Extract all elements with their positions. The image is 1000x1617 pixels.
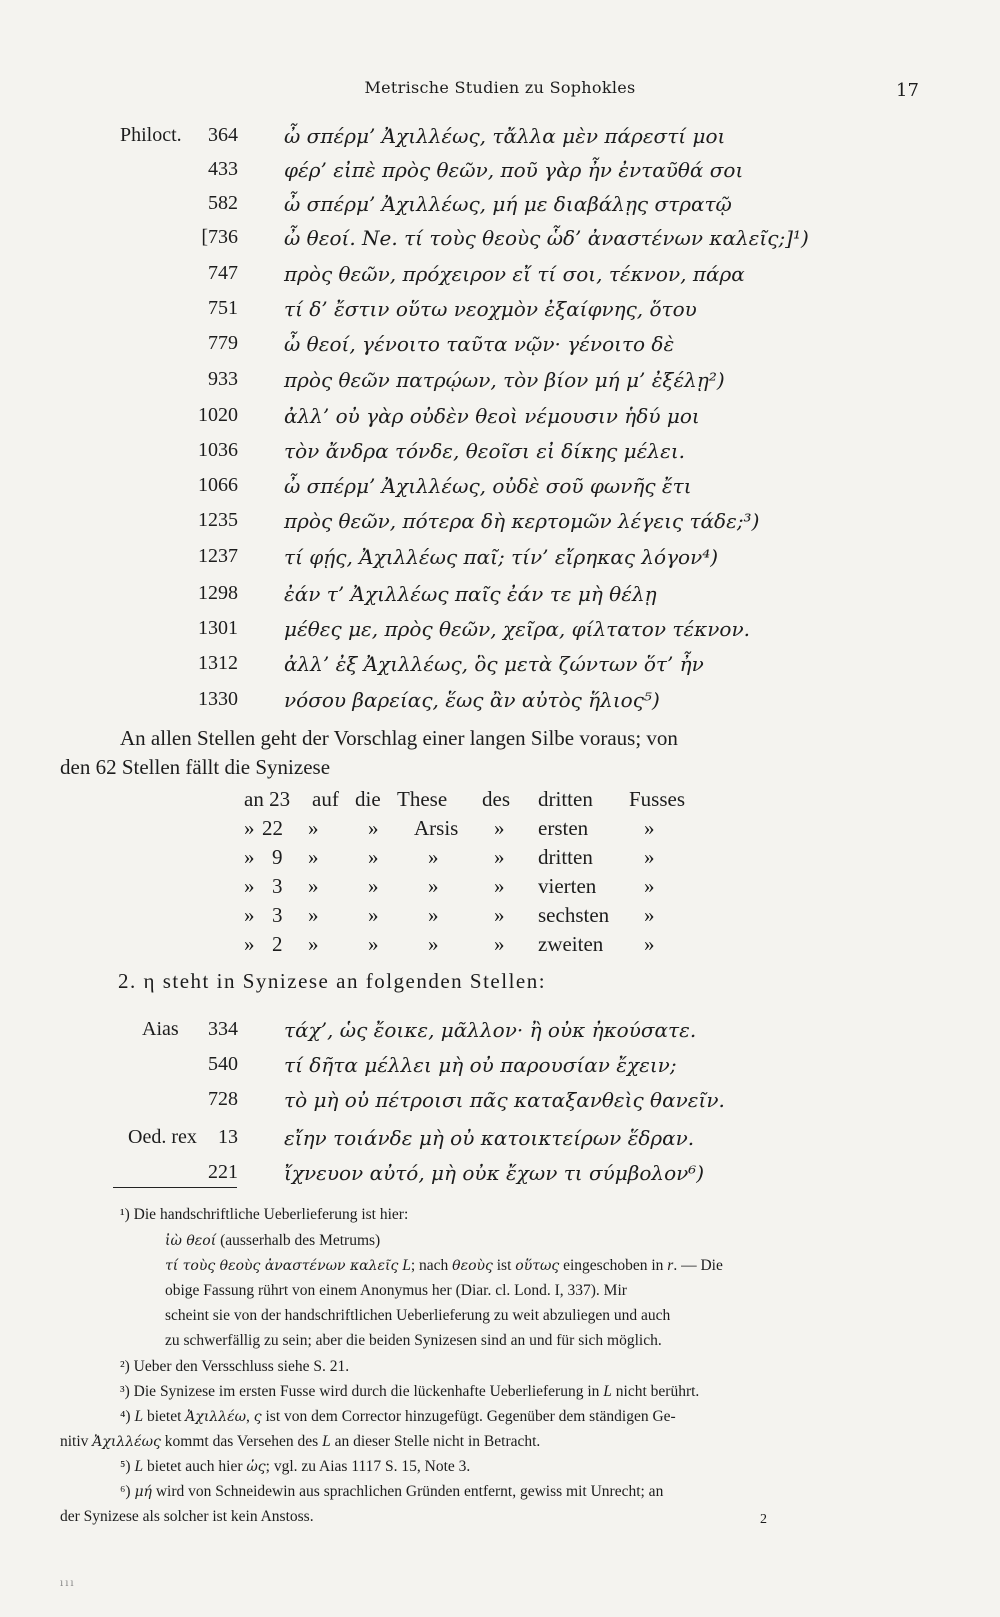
stat-word: » bbox=[644, 874, 655, 898]
footnote-4-line bbox=[60, 1431, 540, 1453]
stat-word: » bbox=[368, 874, 379, 898]
footnote-1-line bbox=[165, 1230, 380, 1252]
line-number: 779 bbox=[208, 332, 238, 354]
running-header bbox=[0, 78, 1000, 108]
stat-count: 9 bbox=[272, 845, 283, 869]
stat-word: » bbox=[308, 874, 319, 898]
stat-ditto: » bbox=[244, 903, 255, 927]
stat-word: » bbox=[644, 903, 655, 927]
greek-text: θεοὺς bbox=[452, 1258, 493, 1274]
stat-foot: sechsten bbox=[538, 903, 610, 927]
line-number: 334 bbox=[208, 1018, 238, 1040]
line-number: [736 bbox=[201, 226, 238, 248]
greek-text: οὕτως bbox=[515, 1258, 560, 1274]
footnote-text: ³) Die Synizese im ersten Fusse wird durch die lückenhafte Ueberlieferung in bbox=[120, 1383, 600, 1400]
stat-word: » bbox=[308, 816, 319, 840]
line-number: 1301 bbox=[198, 617, 238, 639]
stat-foot: dritten bbox=[538, 845, 593, 869]
verse-text: νόσου βαρείας, ἕως ἂν αὐτὸς ἥλιος⁵) bbox=[284, 688, 660, 712]
verse-text: ὦ σπέρμ’ Ἀχιλλέως, οὐδὲ σοῦ φωνῆς ἔτι bbox=[284, 474, 692, 498]
stat-word: » bbox=[368, 932, 379, 956]
line-number: 364 bbox=[208, 124, 238, 146]
verse-text: πρὸς θεῶν, πότερα δὴ κερτομῶν λέγεις τάδε;³) bbox=[284, 509, 760, 533]
stat-position: Arsis bbox=[414, 816, 459, 840]
line-number: 1330 bbox=[198, 688, 238, 710]
footnote-text: eingeschoben in bbox=[563, 1257, 664, 1274]
stat-ditto: » bbox=[244, 874, 255, 898]
greek-text: ς bbox=[253, 1409, 262, 1425]
footnote-3 bbox=[120, 1381, 699, 1403]
stat-word: » bbox=[368, 816, 379, 840]
play-label: Oed. rex bbox=[128, 1126, 197, 1148]
prose-line: den 62 Stellen fällt die Synizese bbox=[60, 755, 331, 779]
footnote-4 bbox=[120, 1406, 676, 1428]
verse-text: τί φῄς, Ἀχιλλέως παῖ; τίν’ εἴρηκας λόγον⁴) bbox=[284, 545, 719, 569]
stat-foot: zweiten bbox=[538, 932, 604, 956]
verse-text: φέρ’ εἰπὲ πρὸς θεῶν, ποῦ γὰρ ἦν ἐνταῦθά σοι bbox=[284, 158, 744, 182]
footnote-2: ²) Ueber den Versschluss siehe S. 21. bbox=[120, 1358, 350, 1375]
footnote-6-line: der Synizese als solcher ist kein Anstoss. bbox=[60, 1508, 314, 1525]
stat-word: » bbox=[494, 874, 505, 898]
stat-position: » bbox=[428, 932, 439, 956]
page-edge-mark: ııı bbox=[60, 1578, 76, 1589]
stat-count: 3 bbox=[272, 874, 283, 898]
footnote-text: wird von Schneidewin aus sprachlichen Gründen entfernt, gewiss mit Unrecht; an bbox=[155, 1483, 664, 1500]
line-number: 221 bbox=[208, 1161, 238, 1183]
play-label: Philoct. bbox=[120, 124, 182, 146]
footnote-text: bietet bbox=[146, 1408, 182, 1425]
stat-word: » bbox=[494, 816, 505, 840]
verse-text: ὦ θεοί. Ne. τί τοὺς θεοὺς ὧδ’ ἀναστένων καλεῖς;]¹) bbox=[284, 226, 809, 250]
prose-line: An allen Stellen geht der Vorschlag einer langen Silbe voraus; von bbox=[120, 726, 678, 750]
stat-position: » bbox=[428, 874, 439, 898]
verse-text: τὸ μὴ οὐ πέτροισι πᾶς καταξανθεὶς θανεῖν. bbox=[284, 1088, 725, 1112]
section-heading: 2. η steht in Synizese an folgenden Stellen: bbox=[118, 969, 547, 993]
line-number: 1036 bbox=[198, 439, 238, 461]
stat-ditto: » bbox=[244, 932, 255, 956]
footnote-5 bbox=[120, 1456, 470, 1478]
verse-text: ὦ θεοί, γένοιτο ταῦτα νῷν· γένοιτο δὲ bbox=[284, 332, 675, 356]
line-number: 1235 bbox=[198, 509, 238, 531]
line-number: 1298 bbox=[198, 582, 238, 604]
stat-word: » bbox=[644, 816, 655, 840]
stat-ditto: » bbox=[244, 816, 255, 840]
footnote-text: bietet auch hier bbox=[146, 1458, 243, 1475]
footnote-text: an dieser Stelle nicht in Betracht. bbox=[334, 1433, 541, 1450]
footnote-rule bbox=[113, 1187, 237, 1188]
stat-count: 22 bbox=[262, 816, 283, 840]
verse-text: τί δ’ ἔστιν οὕτω νεοχμὸν ἐξαίφνης, ὅτου bbox=[284, 297, 697, 321]
line-number: 582 bbox=[208, 192, 238, 214]
stat-count: 3 bbox=[272, 903, 283, 927]
manuscript-siglum: L bbox=[402, 1257, 411, 1274]
verse-text: μέθες με, πρὸς θεῶν, χεῖρα, φίλτατον τέκνον. bbox=[284, 617, 750, 641]
footnote-text: . — Die bbox=[673, 1257, 723, 1274]
footnote-text: ; nach bbox=[410, 1257, 449, 1274]
manuscript-siglum: L bbox=[322, 1433, 331, 1450]
stat-count: 2 bbox=[272, 932, 283, 956]
greek-text: μή bbox=[134, 1484, 152, 1500]
stat-word: » bbox=[308, 845, 319, 869]
verse-text: εἴην τοιάνδε μὴ οὐ κατοικτείρων ἕδραν. bbox=[284, 1126, 695, 1150]
footnote-6 bbox=[120, 1481, 663, 1503]
manuscript-siglum: L bbox=[134, 1408, 144, 1425]
verse-text: τάχ’, ὡς ἔοικε, μᾶλλον· ἢ οὐκ ἠκούσατε. bbox=[284, 1018, 697, 1042]
line-number: 933 bbox=[208, 368, 238, 390]
footnote-text: (ausserhalb des Metrums) bbox=[220, 1232, 381, 1249]
footnote-text: nitiv bbox=[60, 1433, 89, 1450]
verse-text: τὸν ἄνδρα τόνδε, θεοῖσι εἰ δίκης μέλει. bbox=[284, 439, 686, 463]
verse-text: ἀλλ’ ἐξ Ἀχιλλέως, ὃς μετὰ ζώντων ὅτ’ ἦν bbox=[284, 652, 704, 676]
line-number: 751 bbox=[208, 297, 238, 319]
line-number: 747 bbox=[208, 262, 238, 284]
footnote-marker: ⁴) bbox=[120, 1408, 131, 1425]
line-number: 1237 bbox=[198, 545, 238, 567]
signature-mark: 2 bbox=[760, 1512, 767, 1527]
verse-text: πρὸς θεῶν πατρῴων, τὸν βίον μή μ’ ἐξέλῃ²) bbox=[284, 368, 725, 392]
stat-word: » bbox=[644, 932, 655, 956]
stat-position: » bbox=[428, 845, 439, 869]
manuscript-siglum: L bbox=[603, 1383, 612, 1400]
running-title: Metrische Studien zu Sophokles bbox=[364, 78, 636, 97]
verse-text: ἴχνευον αὐτό, μὴ οὐκ ἔχων τι σύμβολον⁶) bbox=[284, 1161, 705, 1185]
stat-word: » bbox=[308, 903, 319, 927]
line-number: 1066 bbox=[198, 474, 238, 496]
stat-word: » bbox=[308, 932, 319, 956]
footnote-text: ist bbox=[496, 1257, 512, 1274]
manuscript-siglum: L bbox=[134, 1458, 144, 1475]
line-number: 540 bbox=[208, 1053, 238, 1075]
stat-ditto: » bbox=[244, 845, 255, 869]
greek-text: Ἀχιλλέω bbox=[185, 1409, 247, 1425]
stat-foot: vierten bbox=[538, 874, 597, 898]
footnote-1-line: zu schwerfällig zu sein; aber die beiden Synizesen sind an und für sich möglich. bbox=[165, 1332, 662, 1349]
footnote-1-line bbox=[165, 1255, 723, 1277]
line-number: 13 bbox=[218, 1126, 238, 1148]
stat-word: » bbox=[368, 903, 379, 927]
footnote-1-line: obige Fassung rührt von einem Anonymus her (Diar. cl. Lond. I, 337). Mir bbox=[165, 1282, 627, 1299]
manuscript-siglum: r bbox=[667, 1257, 674, 1274]
stat-foot: dritten bbox=[538, 787, 593, 811]
stat-word: » bbox=[368, 845, 379, 869]
greek-text: ὡς bbox=[246, 1459, 266, 1475]
play-label: Aias bbox=[142, 1018, 179, 1040]
line-number: 433 bbox=[208, 158, 238, 180]
line-number: 728 bbox=[208, 1088, 238, 1110]
stat-word: auf bbox=[312, 787, 339, 811]
page-number: 17 bbox=[896, 80, 919, 101]
verse-text: πρὸς θεῶν, πρόχειρον εἴ τί σοι, τέκνον, πάρα bbox=[284, 262, 745, 286]
line-number: 1020 bbox=[198, 404, 238, 426]
greek-text: τί τοὺς θεοὺς ἀναστένων καλεῖς bbox=[165, 1258, 399, 1274]
footnote-marker: ⁶) bbox=[120, 1483, 131, 1500]
greek-text: ἰὼ θεοί bbox=[165, 1233, 217, 1249]
footnote-text: nicht berührt. bbox=[615, 1383, 700, 1400]
stat-position: » bbox=[428, 903, 439, 927]
stat-word: » bbox=[644, 845, 655, 869]
footnote-text: kommt das Versehen des bbox=[164, 1433, 319, 1450]
footnote-1: ¹) Die handschriftliche Ueberlieferung ist hier: bbox=[120, 1206, 409, 1223]
stat-word: » bbox=[494, 932, 505, 956]
stat-word: des bbox=[482, 787, 510, 811]
footnote-text: , bbox=[246, 1408, 250, 1425]
footnote-text: ; vgl. zu Aias 1117 S. 15, Note 3. bbox=[265, 1458, 471, 1475]
stat-word: » bbox=[494, 845, 505, 869]
footnote-1-line: scheint sie von der handschriftlichen Ueberlieferung zu weit abzuliegen und auch bbox=[165, 1307, 671, 1324]
line-number: 1312 bbox=[198, 652, 238, 674]
verse-text: τί δῆτα μέλλει μὴ οὐ παρουσίαν ἔχειν; bbox=[284, 1053, 677, 1077]
stat-word: » bbox=[494, 903, 505, 927]
footnote-marker: ⁵) bbox=[120, 1458, 131, 1475]
verse-text: ἀλλ’ οὐ γὰρ οὐδὲν θεοὶ νέμουσιν ἡδύ μοι bbox=[284, 404, 700, 428]
verse-text: ἐάν τ’ Ἀχιλλέως παῖς ἐάν τε μὴ θέλῃ bbox=[284, 582, 657, 606]
stat-foot: ersten bbox=[538, 816, 589, 840]
stat-word: die bbox=[355, 787, 381, 811]
stat-count: an 23 bbox=[244, 787, 291, 811]
verse-text: ὦ σπέρμ’ Ἀχιλλέως, μή με διαβάλῃς στρατῷ bbox=[284, 192, 732, 216]
greek-text: Ἀχιλλέως bbox=[92, 1434, 161, 1450]
stat-position: These bbox=[397, 787, 448, 811]
stat-word: Fusses bbox=[629, 787, 686, 811]
verse-text: ὦ σπέρμ’ Ἀχιλλέως, τἄλλα μὲν πάρεστί μοι bbox=[284, 124, 726, 148]
footnote-text: ist von dem Corrector hinzugefügt. Gegenüber dem ständigen Ge- bbox=[265, 1408, 676, 1425]
